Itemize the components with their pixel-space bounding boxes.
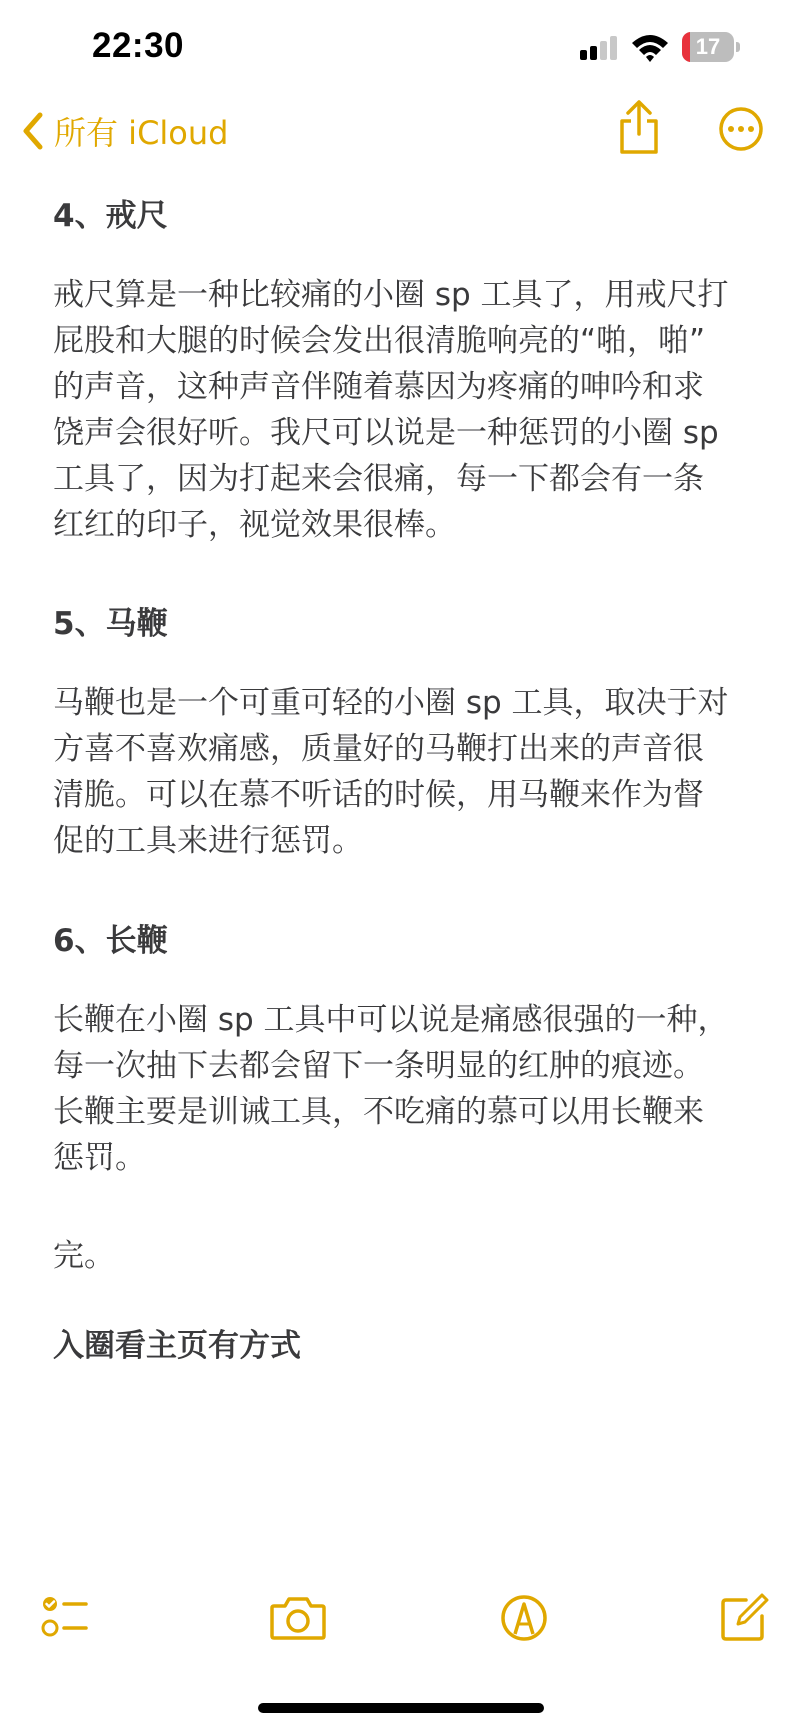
cellular-signal-icon [580,36,620,62]
note-ending: 完。 [53,1238,115,1274]
battery-body [682,32,734,62]
markup-button[interactable] [496,1590,552,1646]
back-label: 所有 iCloud [54,114,229,152]
paragraph-line: 清脆。可以在慕不听话的时候，用马鞭来作为督 [53,777,704,813]
status-time: 22:30 [92,26,185,65]
checklist-icon [36,1590,92,1646]
camera-icon [268,1590,328,1646]
more-button[interactable] [718,106,764,152]
share-button[interactable] [614,100,664,156]
compose-button[interactable] [716,1590,772,1646]
section-heading: 4、戒尺 [53,198,168,234]
paragraph-line: 红红的印子，视觉效果很棒。 [53,507,456,543]
chevron-left-icon [22,112,44,150]
paragraph-line: 惩罚。 [53,1140,146,1176]
paragraph-line: 马鞭也是一个可重可轻的小圈 sp 工具，取决于对 [53,685,729,721]
status-bar [0,0,800,96]
paragraph-line: 促的工具来进行惩罚。 [53,823,363,859]
section-paragraph [53,272,729,548]
paragraph-line: 工具了，因为打起来会很痛，每一下都会有一条 [53,461,704,497]
ellipsis-circle-icon [718,106,764,152]
paragraph-line: 长鞭在小圈 sp 工具中可以说是痛感很强的一种， [53,1002,729,1038]
bottom-toolbar [0,1590,800,1660]
checklist-button[interactable] [36,1590,92,1646]
section-paragraph [53,997,729,1181]
camera-button[interactable] [268,1590,328,1646]
battery-icon [682,32,740,62]
battery-cap [736,42,740,52]
section-heading: 5、马鞭 [53,606,168,642]
share-icon [614,100,664,156]
nav-bar [0,96,800,176]
battery-level: 17 [695,34,721,59]
home-indicator[interactable] [258,1703,544,1713]
compose-icon [716,1590,772,1646]
note-footer: 入圈看主页有方式 [53,1328,301,1364]
wifi-icon [630,33,670,63]
section-paragraph [53,680,729,864]
markup-pen-icon [496,1590,552,1646]
paragraph-line: 长鞭主要是训诫工具，不吃痛的慕可以用长鞭来 [53,1094,704,1130]
paragraph-line: 的声音，这种声音伴随着慕因为疼痛的呻吟和求 [53,369,704,405]
paragraph-line: 每一次抽下去都会留下一条明显的红肿的痕迹。 [53,1048,704,1084]
paragraph-line: 屁股和大腿的时候会发出很清脆响亮的“啪，啪” [53,323,706,359]
back-button[interactable] [22,106,228,156]
paragraph-line: 饶声会很好听。我尺可以说是一种惩罚的小圈 sp [53,415,719,451]
section-heading: 6、长鞭 [53,923,168,959]
paragraph-line: 方喜不喜欢痛感，质量好的马鞭打出来的声音很 [53,731,704,767]
paragraph-line: 戒尺算是一种比较痛的小圈 sp 工具了，用戒尺打 [53,277,729,313]
